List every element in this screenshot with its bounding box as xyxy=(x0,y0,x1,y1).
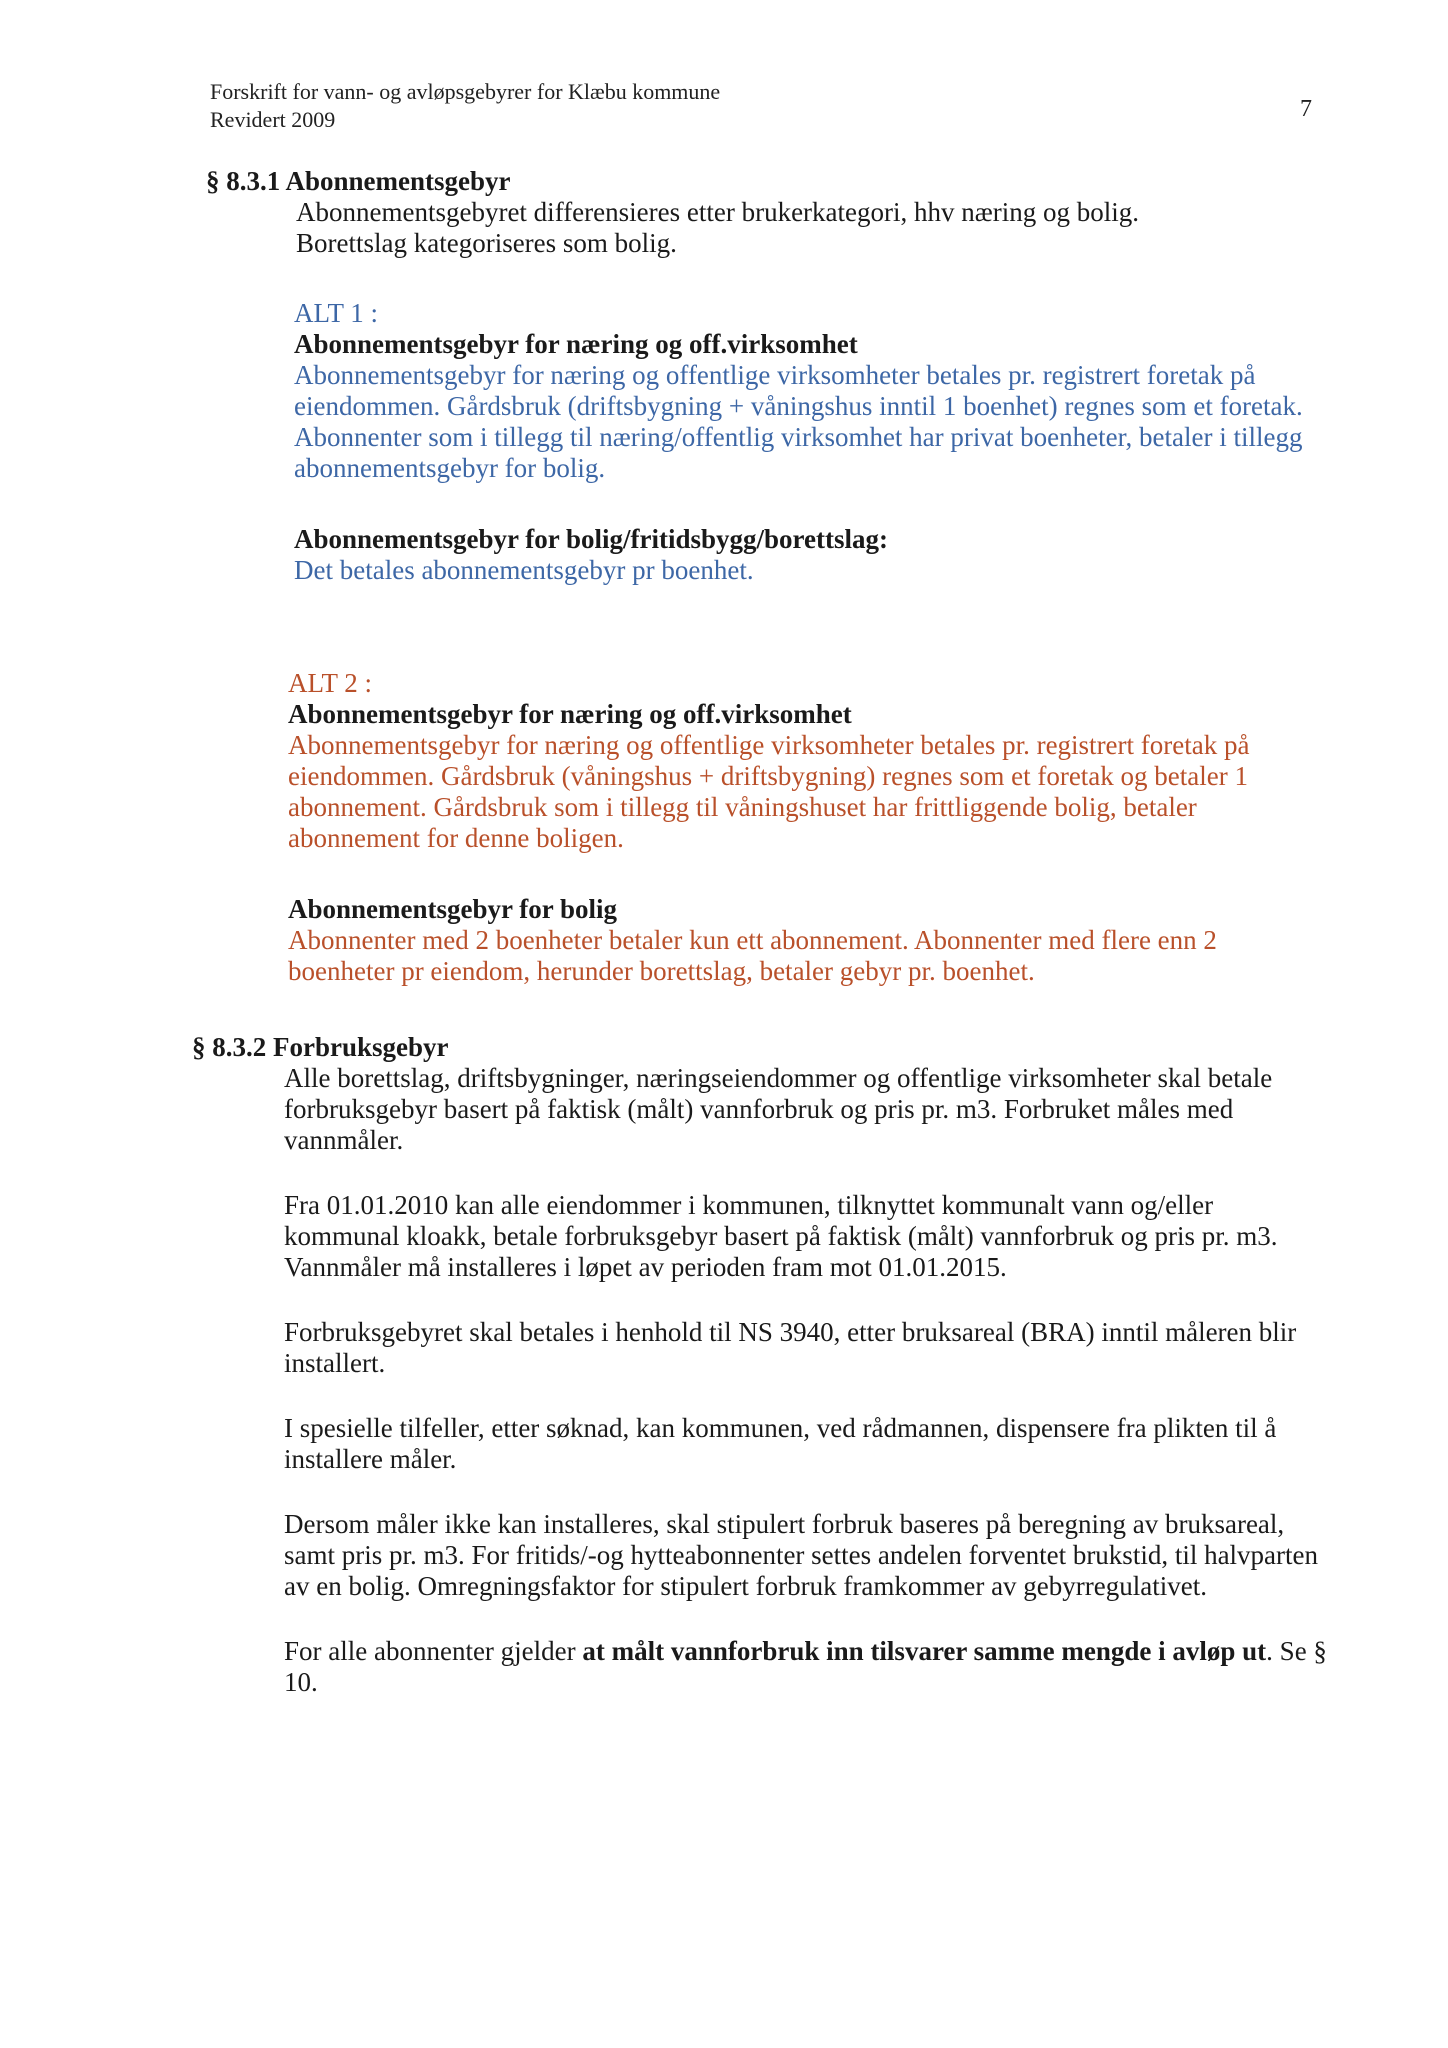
paragraph: Abonnementsgebyr for næring og offentlige virksomheter betales pr. registrert foretak på eiendommen. Gårdsbruk (våningshus + driftsbygning) regnes som et foretak og betaler 1 abonnement. Gårdsbruk som i tillegg til våningshuset har frittliggende bolig, betaler abonnement for denne boligen. xyxy=(288,730,1250,853)
text-run: For alle abonnenter gjelder xyxy=(284,1636,583,1666)
subheading: Abonnementsgebyr for bolig/fritidsbygg/borettslag: xyxy=(294,524,889,554)
paragraph: Dersom måler ikke kan installeres, skal stipulert forbruk baseres på beregning av bruksareal, samt pris pr. m3. For fritids/-og hytteabonnenter settes andelen forventet brukstid, til halvparten av en bolig. Omregningsfaktor for stipulert forbruk framkommer av gebyrregulativet. xyxy=(284,1509,1319,1601)
alternative-2 xyxy=(288,668,1318,987)
text-run: . Se § 10. xyxy=(284,1636,1327,1697)
paragraph: Fra 01.01.2010 kan alle eiendommer i kommunen, tilknyttet kommunalt vann og/eller kommunal kloakk, betale forbruksgebyr basert på faktisk (målt) vannforbruk og pris pr. m3. Vannmåler må installeres i løpet av perioden fram mot 01.01.2015. xyxy=(284,1190,1278,1282)
emphasis-text: at målt vannforbruk inn tilsvarer samme mengde i avløp ut xyxy=(582,1636,1267,1666)
paragraph: Abonnenter med 2 boenheter betaler kun ett abonnement. Abonnenter med flere enn 2 boenheter pr eiendom, herunder borettslag, betaler gebyr pr. boenhet. xyxy=(288,925,1217,986)
section-title: § 8.3.1 Abonnementsgebyr xyxy=(206,166,511,196)
paragraph: I spesielle tilfeller, etter søknad, kan kommunen, ved rådmannen, dispensere fra plikten til å installere måler. xyxy=(284,1413,1277,1474)
paragraph: Abonnementsgebyr for næring og offentlige virksomheter betales pr. registrert foretak på eiendommen. Gårdsbruk (driftsbygning + våningshus inntil 1 boenhet) regnes som et foretak. xyxy=(294,360,1303,421)
header-revision: Revidert 2009 xyxy=(210,107,336,132)
section-body xyxy=(284,1063,1332,1698)
page-header xyxy=(210,78,720,134)
header-title: Forskrift for vann- og avløpsgebyrer for Klæbu kommune xyxy=(210,79,721,104)
section-8-3-1 xyxy=(206,166,1326,259)
subheading: Abonnementsgebyr for næring og off.virksomhet xyxy=(288,699,852,729)
section-title: § 8.3.2 Forbruksgebyr xyxy=(192,1032,449,1062)
section-8-3-2 xyxy=(192,1032,1332,1698)
alt-label: ALT 2 : xyxy=(288,668,373,698)
paragraph: Forbruksgebyret skal betales i henhold til NS 3940, etter bruksareal (BRA) inntil måleren blir installert. xyxy=(284,1317,1297,1378)
paragraph: Abonnementsgebyret differensieres etter brukerkategori, hhv næring og bolig. xyxy=(296,197,1140,227)
paragraph: Det betales abonnementsgebyr pr boenhet. xyxy=(294,555,754,585)
page-number: 7 xyxy=(1300,96,1312,122)
paragraph xyxy=(284,1636,1332,1698)
paragraph: Abonnenter som i tillegg til næring/offentlig virksomhet har privat boenheter, betaler i tillegg abonnementsgebyr for bolig. xyxy=(294,422,1303,483)
alternative-1 xyxy=(294,298,1314,586)
alt-label: ALT 1 : xyxy=(294,298,379,328)
paragraph: Alle borettslag, driftsbygninger, næringseiendommer og offentlige virksomheter skal betale forbruksgebyr basert på faktisk (målt) vannforbruk og pris pr. m3. Forbruket måles med vannmåler. xyxy=(284,1063,1273,1155)
paragraph: Borettslag kategoriseres som bolig. xyxy=(296,228,677,258)
section-body xyxy=(296,197,1326,259)
subheading: Abonnementsgebyr for bolig xyxy=(288,894,618,924)
subheading: Abonnementsgebyr for næring og off.virksomhet xyxy=(294,329,858,359)
